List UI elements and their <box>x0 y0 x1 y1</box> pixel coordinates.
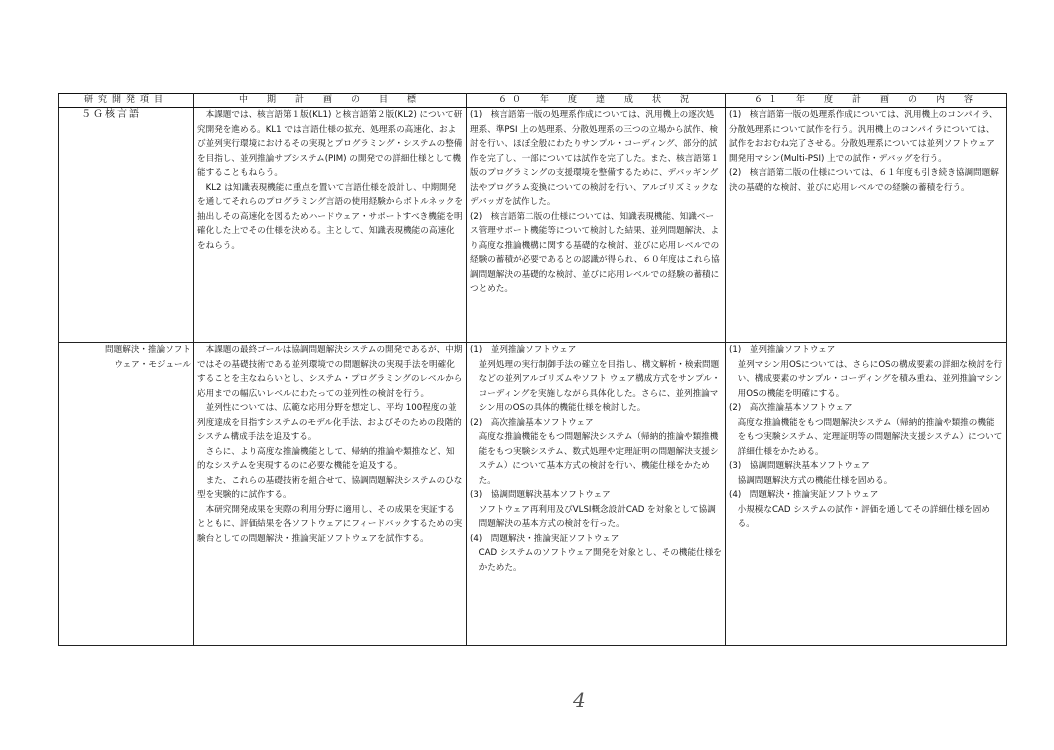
item-name: 問題解決・推論ソフト ウェア・モジュール <box>105 345 191 370</box>
goals-cell <box>194 343 467 646</box>
plan-cell <box>726 343 1007 646</box>
table-header-row <box>59 94 1007 108</box>
goal-paragraph: KL2 は知識表現機能に重点を置いて言語仕様を設計し、中期開発を通してそれらのプログラミング言語の使用経験からボトルネックを抽出しその高速化を図るためハードウェア・サポートすべき機能を明確化した上でその仕様を決める。主として、知識表現機能の高速化をねらう。 <box>197 182 463 251</box>
plan-subtext: 協調問題解決方式の機能仕様を固める。 <box>737 475 893 486</box>
status-subtext: CAD システムのソフトウェア開発を対象とし、その機能仕様をかためた。 <box>478 548 722 573</box>
status-item: (2) 核言語第二版の仕様については、知識表現機能、知識ベース管理サポート機能等について検討した結果、並列問題解決、より高度な推論機構に関する基礎的な検討、並びに応用レベルでの経験の蓄積が必要であるとの認識が得られ、６０年度はこれら協調問題解決の基礎的な検討、並びに応用レベルでの経験の蓄積につとめた。 <box>470 211 720 294</box>
plan-subtext: 小規模なCAD システムの試作・評価を通してその詳細仕様を固める。 <box>737 504 990 529</box>
header-fy61-plan: ６１ 年 度 計 画 の 内 容 <box>726 94 1007 108</box>
goal-paragraph: 並列性については、広範な応用分野を想定し、平均 100程度の並列度達成を目指すシステムのモデル化手法、およびそのための段階的システム構成手法を追及する。 <box>197 403 462 442</box>
status-subtext: ソフトウェア再利用及びVLSI概念設計CAD を対象として協調問題解決の基本方式の検討を行った。 <box>478 504 716 529</box>
status-subheading: (4) 問題解決・推論実証ソフトウェア <box>470 533 620 544</box>
plan-subtext: 並列マシン用OSについては、さらにOSの構成要素の詳細な検討を行い、構成要素のサンプル・コーディングを積み重ね、並列推論マシン用OSの機能を明確にする。 <box>737 359 1003 399</box>
plan-subheading: (3) 協調問題解決基本ソフトウェア <box>729 461 870 471</box>
header-fy60-status: ６０ 年 度 達 成 状 況 <box>467 94 726 108</box>
plan-subtext: 高度な推論機能をもつ問題解決システム（帰納的推論や類推の機能をもつ実験システム、定理証明等の問題解決支援システム）について詳細仕様をかためる。 <box>737 417 1003 457</box>
item-name: ５Ｇ核言語 <box>81 109 141 120</box>
status-subtext: 並列処理の実行制御手法の確立を目指し、構文解析・検索問題などの並列アルゴリズムやソフト ウェア構成方式をサンプル・コーディングを実施しながら具体化した。さらに、並列推論マシン用のOSの具体的機能仕様を検討した。 <box>478 359 721 413</box>
goal-paragraph: また、これらの基礎技術を組合せて、協調問題解決システムのひな型を実験的に試作する。 <box>197 475 463 500</box>
goal-paragraph: 本課題の最終ゴールは協調問題解決システムの開発であるが、中期ではその基礎技術である並列環境での問題解決の実現手法を明確化することを主なねらいとし、システム・プログラミングのレベルから応用までの幅広いレベルにわたっての並列性の検討を行う。 <box>197 345 463 399</box>
item-name-cell <box>59 108 194 343</box>
item-name-cell <box>59 343 194 646</box>
status-cell <box>467 108 726 343</box>
header-midterm-goals: 中 期 計 画 の 目 標 <box>194 94 467 108</box>
plan-item: (1) 核言語第一版の処理系作成については、汎用機上のコンパイラ、分散処理系について試作を行う。汎用機上のコンパイラについては、試作をおおむね完了させる。分散処理系については並列ソフトウェア開発用マシン(Multi-PSI) 上での試作・デバッグを行う。 <box>729 110 998 164</box>
goal-paragraph: 本課題では、核言語第１版(KL1) と核言語第２版(KL2) について研究開発を進める。KL1 では言語仕様の拡充、処理系の高速化、および並列実行環境におけるその実現とプログラミング・システムの整備を目指し、並列推論サブシステム(PIM) の開発での詳細仕様として機能することもねらう。 <box>197 110 463 178</box>
goal-paragraph: さらに、より高度な推論機能として、帰納的推論や類推など、知的なシステムを実現するのに必要な機能を追及する。 <box>197 446 455 471</box>
status-subheading: (1) 並列推論ソフトウェア <box>470 345 577 355</box>
plan-cell <box>726 108 1007 343</box>
status-cell <box>467 343 726 646</box>
status-subheading: (2) 高次推論基本ソフトウェア <box>470 417 594 428</box>
header-research-item: 研究開発項目 <box>59 94 194 108</box>
table-row <box>59 108 1007 343</box>
goals-cell <box>194 108 467 343</box>
page-number: 4 <box>573 688 586 712</box>
table-row <box>59 343 1007 646</box>
status-subtext: 高度な推論機能をもつ問題解決システム（帰納的推論や類推機能をもつ実験システム、数式処理や定理証明の問題解決支援システム）について基本方式の検討を行い、機能仕様をかためた。 <box>478 432 719 486</box>
status-subheading: (3) 協調問題解決基本ソフトウェア <box>470 490 611 500</box>
plan-subheading: (1) 並列推論ソフトウェア <box>729 345 836 355</box>
plan-item: (2) 核言語第二版の仕様については、６１年度も引き続き協調問題解決の基礎的な検討、並びに応用レベルでの経験の蓄積を行う。 <box>729 168 999 193</box>
plan-subheading: (4) 問題解決・推論実証ソフトウェア <box>729 490 879 500</box>
plan-subheading: (2) 高次推論基本ソフトウェア <box>729 403 853 413</box>
goal-paragraph: 本研究開発成果を実際の利用分野に適用し、その成果を実証するとともに、評価結果を各ソフトウェアにフィードバックするための実験台としての問題解決・推論実証ソフトウェアを試作する。 <box>197 504 463 544</box>
research-plan-table <box>58 93 1007 646</box>
status-item: (1) 核言語第一版の処理系作成については、汎用機上の逐次処理系、準PSI 上の処理系、分散処理系の三つの立場から試作、検討を行い、ほぼ全般にわたりサンプル・コーディング、部分的試作を完了し、一部については試作を完了した。また、核言語第１版のプログラミングの支援環境を整備するために、デバッギング法やプログラム変換についての検討を行い、アルゴリズミックなデバッガを試作した。 <box>470 110 720 207</box>
